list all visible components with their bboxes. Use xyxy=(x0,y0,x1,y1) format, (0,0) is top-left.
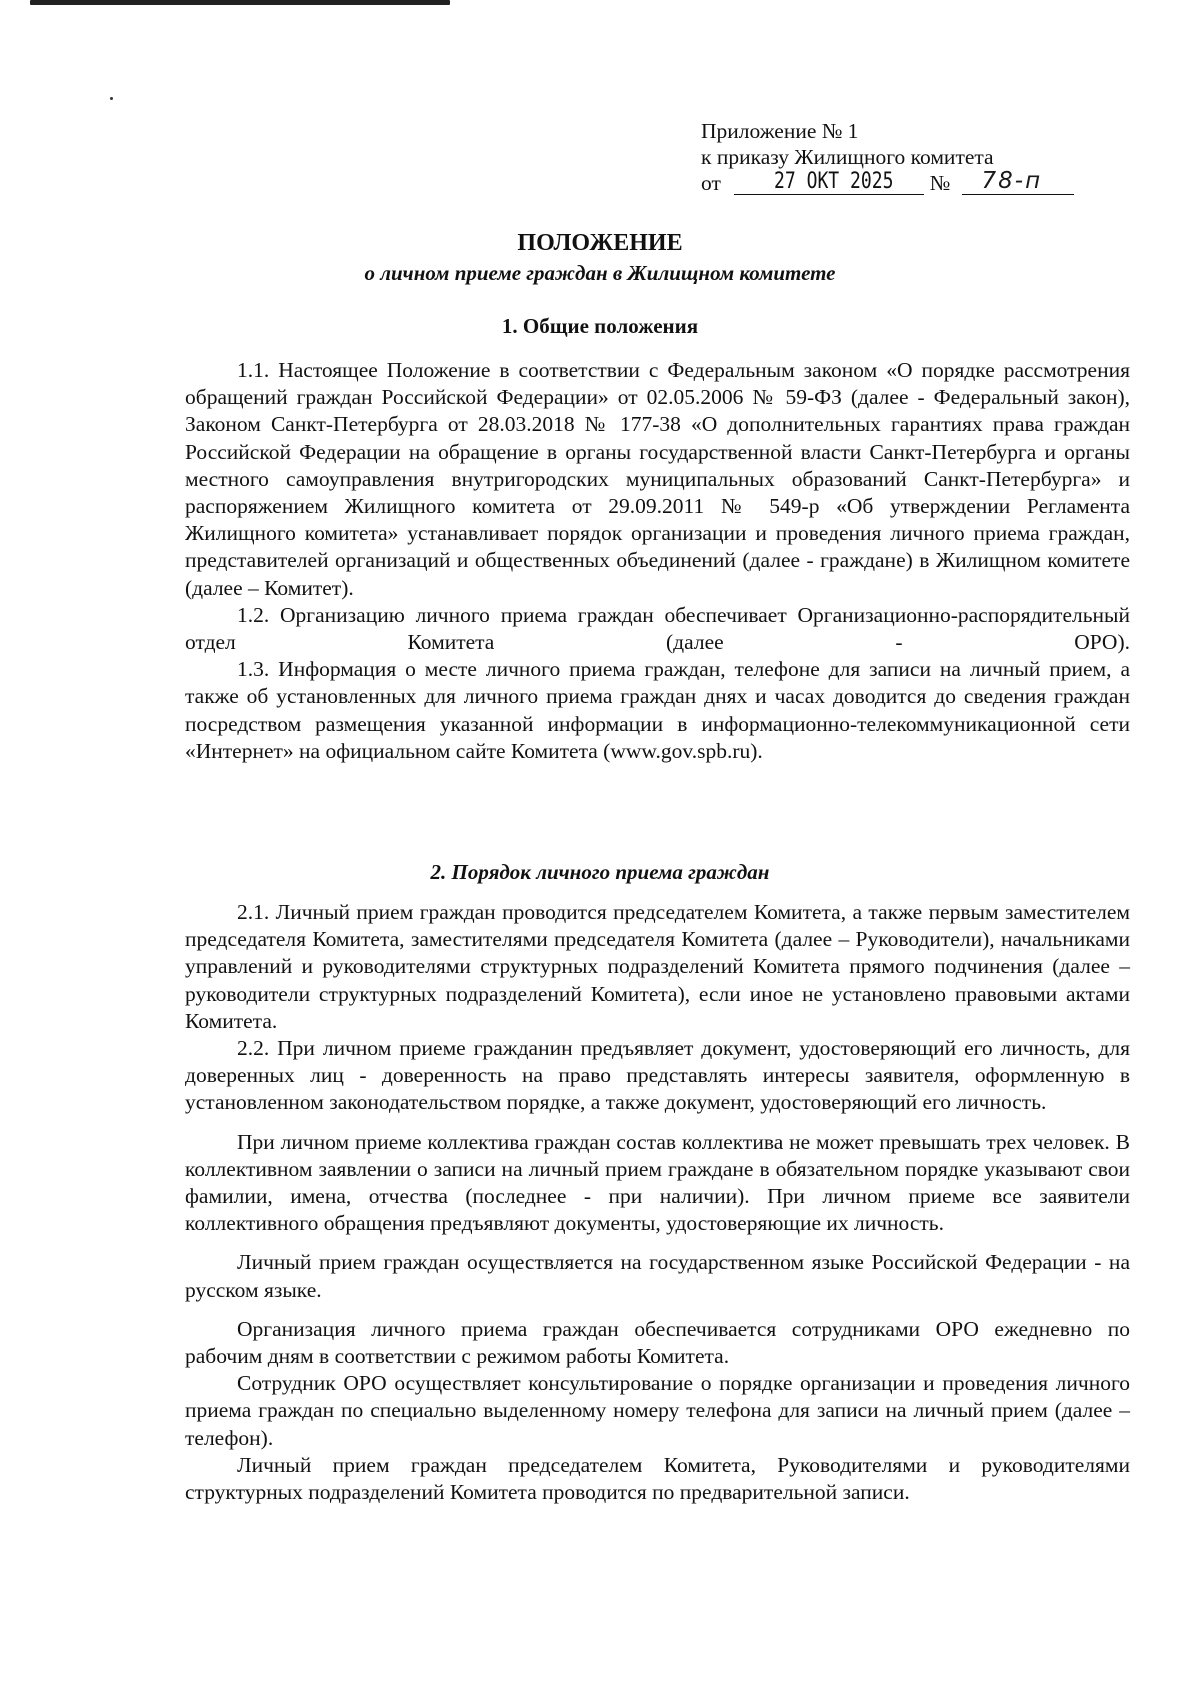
from-label: от xyxy=(701,171,721,195)
paragraph-2-5: Организация личного приема граждан обеспечивается сотрудниками ОРО ежедневно по рабочим дням в соответствии с режимом работы Комитета. xyxy=(185,1316,1130,1369)
paragraph-2-4: Личный прием граждан осуществляется на государственном языке Российской Федерации - на русском языке. xyxy=(185,1250,1130,1302)
appendix-line-2: к приказу Жилищного комитета xyxy=(701,145,994,169)
paragraph-2-6: Сотрудник ОРО осуществляет консультирование о порядке организации и проведения личного приема граждан по специально выделенному номеру телефона для записи на личный прием (далее – телефон). xyxy=(185,1371,1130,1450)
scan-speck xyxy=(110,97,113,100)
section-1-body xyxy=(185,357,1130,765)
number-fill-line xyxy=(962,170,1074,195)
appendix-line-1: Приложение № 1 xyxy=(701,119,859,143)
paragraph-2-2: 2.2. При личном приеме гражданин предъявляет документ, удостоверяющий его личность, для доверенных лиц - доверенность на право представлять интересы заявителя, оформленную в установленном законодательством порядке, а также документ, удостоверяющий его личность. xyxy=(185,1036,1130,1115)
paragraph-1-2: 1.2. Организацию личного приема граждан обеспечивает Организационно-распорядительный отдел Комитета (далее - ОРО). xyxy=(185,602,1130,655)
paragraph-2-7: Личный прием граждан председателем Комитета, Руководителями и руководителями структурных подразделений Комитета проводится по предварительной записи. xyxy=(185,1452,1130,1505)
date-stamp: 27 ОКТ 2025 xyxy=(774,169,894,194)
document-title: ПОЛОЖЕНИЕ xyxy=(517,230,683,256)
section-2-heading: 2. Порядок личного приема граждан xyxy=(430,860,770,884)
date-fill-line xyxy=(734,170,924,195)
section-2-body xyxy=(185,899,1130,1506)
paragraph-1-1: 1.1. Настоящее Положение в соответствии с Федеральным законом «О порядке рассмотрения обращений граждан Российской Федерации» от 02.05.2006 № 59-ФЗ (далее - Федеральный закон), Законом Санкт-Петербурга от 28.03.2018 № 177-38 «О дополнительных гарантиях права граждан Российской Федерации на обращение в органы государственной власти Санкт-Петербурга и органы местного самоуправления внутригородских муниципальных образований Санкт-Петербурга» и распоряжением Жилищного комитета от 29.09.2011 № 549-р «Об утверждении Регламента Жилищного комитета» устанавливает порядок организации и проведения личного приема граждан, представителей организаций и общественных объединений (далее - граждане) в Жилищном комитете (далее – Комитет). xyxy=(185,358,1130,600)
paragraph-2-3: При личном приеме коллектива граждан состав коллектива не может превышать трех человек. В коллективном заявлении о записи на личный прием граждане в обязательном порядке указывают свои фамилии, имена, отчества (последнее - при наличии). При личном приеме все заявители коллективного обращения предъявляют документы, удостоверяющие их личность. xyxy=(185,1129,1130,1236)
appendix-block xyxy=(701,118,1074,196)
paragraph-2-1: 2.1. Личный прием граждан проводится председателем Комитета, а также первым заместителем председателя Комитета, заместителями председателя Комитета (далее – Руководители), начальниками управлений и руководителями структурных подразделений Комитета прямого подчинения (далее – руководители структурных подразделений Комитета), если иное не установлено правовыми актами Комитета. xyxy=(185,900,1130,1033)
section-1-heading: 1. Общие положения xyxy=(501,314,699,338)
handwritten-number: 78-п xyxy=(981,168,1043,194)
appendix-line-3 xyxy=(701,170,1074,196)
document-subtitle: о личном приеме граждан в Жилищном комитете xyxy=(364,261,836,285)
top-scan-rule xyxy=(30,0,450,5)
paragraph-1-3: 1.3. Информация о месте личного приема граждан, телефоне для записи на личный прием, а также об установленных для личного приема граждан днях и часах доводится до сведения граждан посредством размещения указанной информации в информационно-телекоммуникационной сети «Интернет» на официальном сайте Комитета (www.gov.spb.ru). xyxy=(185,657,1130,763)
number-label: № xyxy=(929,171,951,195)
